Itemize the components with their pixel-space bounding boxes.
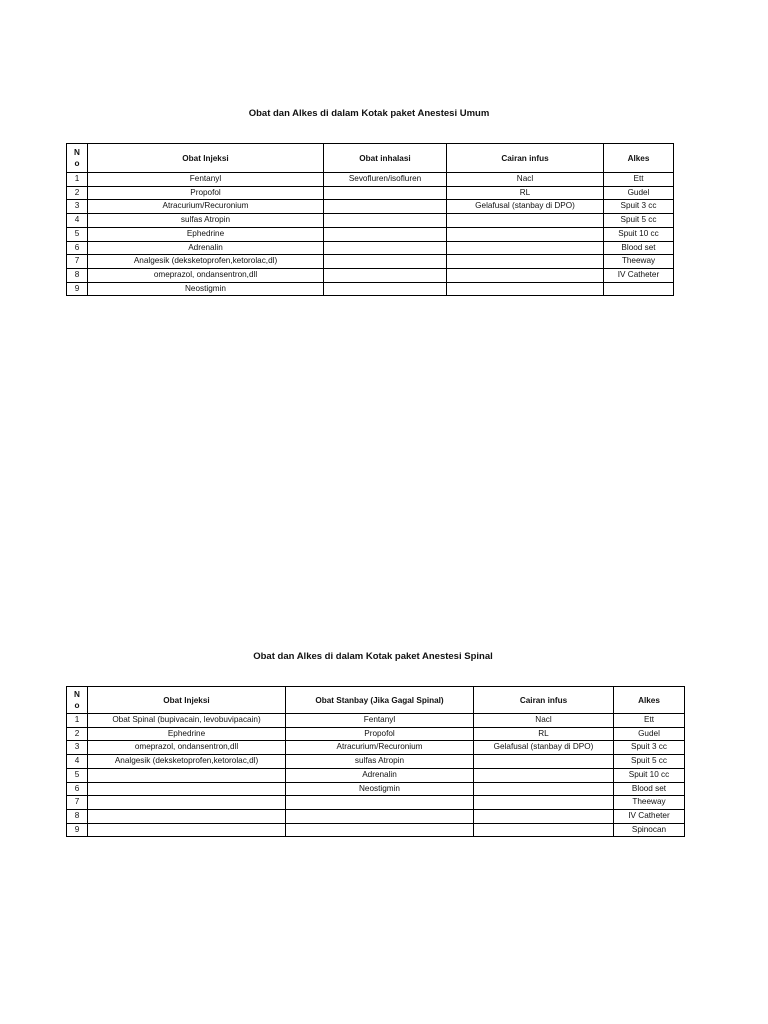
injection-drug-cell: Obat Spinal (bupivacain, levobuvipacain) xyxy=(88,714,286,728)
column-header-obat-injeksi: Obat Injeksi xyxy=(88,687,286,714)
equipment-cell: Theeway xyxy=(614,796,685,810)
column-header-alkes: Alkes xyxy=(614,687,685,714)
injection-drug-cell: Ephedrine xyxy=(88,227,324,241)
row-number: 5 xyxy=(67,227,88,241)
infusion-fluid-cell: Gelafusal (stanbay di DPO) xyxy=(474,741,614,755)
injection-drug-cell: Propofol xyxy=(88,186,324,200)
table-row xyxy=(67,714,685,728)
infusion-fluid-cell: Nacl xyxy=(447,173,604,187)
table-row xyxy=(67,173,674,187)
infusion-fluid-cell: RL xyxy=(474,727,614,741)
column-header-obat-stanbay: Obat Stanbay (Jika Gagal Spinal) xyxy=(286,687,474,714)
column-header-obat-inhalasi: Obat inhalasi xyxy=(324,144,447,173)
column-header-no: N o xyxy=(67,144,88,173)
table-row xyxy=(67,741,685,755)
standby-drug-cell: sulfas Atropin xyxy=(286,755,474,769)
inhalation-drug-cell xyxy=(324,200,447,214)
infusion-fluid-cell xyxy=(474,809,614,823)
inhalation-drug-cell xyxy=(324,282,447,296)
injection-drug-cell: omeprazol, ondansentron,dll xyxy=(88,268,324,282)
injection-drug-cell: Adrenalin xyxy=(88,241,324,255)
inhalation-drug-cell xyxy=(324,268,447,282)
infusion-fluid-cell: Gelafusal (stanbay di DPO) xyxy=(447,200,604,214)
row-number: 3 xyxy=(67,200,88,214)
equipment-cell: Spuit 3 cc xyxy=(614,741,685,755)
table-row xyxy=(67,200,674,214)
row-number: 3 xyxy=(67,741,88,755)
equipment-cell: Ett xyxy=(604,173,674,187)
equipment-cell: IV Catheter xyxy=(604,268,674,282)
row-number: 7 xyxy=(67,255,88,269)
row-number: 8 xyxy=(67,809,88,823)
standby-drug-cell xyxy=(286,823,474,837)
table-header-row xyxy=(67,144,674,173)
row-number: 1 xyxy=(67,714,88,728)
equipment-cell: Spinocan xyxy=(614,823,685,837)
row-number: 1 xyxy=(67,173,88,187)
table-row xyxy=(67,268,674,282)
inhalation-drug-cell xyxy=(324,255,447,269)
table-row xyxy=(67,796,685,810)
equipment-cell xyxy=(604,282,674,296)
standby-drug-cell xyxy=(286,796,474,810)
table-header-row xyxy=(67,687,685,714)
equipment-cell: Gudel xyxy=(604,186,674,200)
equipment-cell: Spuit 10 cc xyxy=(604,227,674,241)
table-row xyxy=(67,282,674,296)
inhalation-drug-cell xyxy=(324,214,447,228)
row-number: 4 xyxy=(67,214,88,228)
injection-drug-cell: Atracurium/Recuronium xyxy=(88,200,324,214)
column-header-no: N o xyxy=(67,687,88,714)
column-header-obat-injeksi: Obat Injeksi xyxy=(88,144,324,173)
row-number: 4 xyxy=(67,755,88,769)
injection-drug-cell xyxy=(88,796,286,810)
infusion-fluid-cell: Nacl xyxy=(474,714,614,728)
standby-drug-cell: Atracurium/Recuronium xyxy=(286,741,474,755)
infusion-fluid-cell xyxy=(447,268,604,282)
equipment-cell: Spuit 5 cc xyxy=(614,755,685,769)
row-number: 6 xyxy=(67,241,88,255)
standby-drug-cell xyxy=(286,809,474,823)
injection-drug-cell: Fentanyl xyxy=(88,173,324,187)
table-row xyxy=(67,755,685,769)
inhalation-drug-cell: Sevofluren/isofluren xyxy=(324,173,447,187)
infusion-fluid-cell: RL xyxy=(447,186,604,200)
table-row xyxy=(67,214,674,228)
equipment-cell: Blood set xyxy=(614,782,685,796)
inhalation-drug-cell xyxy=(324,186,447,200)
row-number: 2 xyxy=(67,727,88,741)
infusion-fluid-cell xyxy=(474,755,614,769)
column-header-cairan-infus: Cairan infus xyxy=(447,144,604,173)
table-row xyxy=(67,809,685,823)
infusion-fluid-cell xyxy=(474,796,614,810)
infusion-fluid-cell xyxy=(474,768,614,782)
equipment-cell: Theeway xyxy=(604,255,674,269)
row-number: 5 xyxy=(67,768,88,782)
row-number: 9 xyxy=(67,282,88,296)
injection-drug-cell xyxy=(88,768,286,782)
equipment-cell: Blood set xyxy=(604,241,674,255)
table-row xyxy=(67,255,674,269)
equipment-cell: Spuit 10 cc xyxy=(614,768,685,782)
injection-drug-cell: Ephedrine xyxy=(88,727,286,741)
table-row xyxy=(67,241,674,255)
injection-drug-cell xyxy=(88,809,286,823)
table-row xyxy=(67,823,685,837)
table-row xyxy=(67,727,685,741)
spinal-anesthesia-title: Obat dan Alkes di dalam Kotak paket Anestesi Spinal xyxy=(253,651,493,662)
row-number: 9 xyxy=(67,823,88,837)
table-row xyxy=(67,227,674,241)
equipment-cell: Ett xyxy=(614,714,685,728)
general-anesthesia-table xyxy=(66,143,674,296)
row-number: 6 xyxy=(67,782,88,796)
injection-drug-cell xyxy=(88,782,286,796)
spinal-anesthesia-table xyxy=(66,686,685,837)
injection-drug-cell: omeprazol, ondansentron,dll xyxy=(88,741,286,755)
table-row xyxy=(67,768,685,782)
injection-drug-cell: Analgesik (deksketoprofen,ketorolac,dl) xyxy=(88,255,324,269)
equipment-cell: Gudel xyxy=(614,727,685,741)
standby-drug-cell: Neostigmin xyxy=(286,782,474,796)
equipment-cell: Spuit 3 cc xyxy=(604,200,674,214)
standby-drug-cell: Fentanyl xyxy=(286,714,474,728)
injection-drug-cell: Analgesik (deksketoprofen,ketorolac,dl) xyxy=(88,755,286,769)
equipment-cell: IV Catheter xyxy=(614,809,685,823)
injection-drug-cell: Neostigmin xyxy=(88,282,324,296)
column-header-cairan-infus: Cairan infus xyxy=(474,687,614,714)
infusion-fluid-cell xyxy=(447,214,604,228)
row-number: 8 xyxy=(67,268,88,282)
inhalation-drug-cell xyxy=(324,241,447,255)
infusion-fluid-cell xyxy=(474,823,614,837)
infusion-fluid-cell xyxy=(447,227,604,241)
row-number: 7 xyxy=(67,796,88,810)
column-header-alkes: Alkes xyxy=(604,144,674,173)
equipment-cell: Spuit 5 cc xyxy=(604,214,674,228)
inhalation-drug-cell xyxy=(324,227,447,241)
table-row xyxy=(67,782,685,796)
infusion-fluid-cell xyxy=(474,782,614,796)
infusion-fluid-cell xyxy=(447,282,604,296)
standby-drug-cell: Propofol xyxy=(286,727,474,741)
infusion-fluid-cell xyxy=(447,241,604,255)
injection-drug-cell xyxy=(88,823,286,837)
injection-drug-cell: sulfas Atropin xyxy=(88,214,324,228)
table-row xyxy=(67,186,674,200)
infusion-fluid-cell xyxy=(447,255,604,269)
general-anesthesia-title: Obat dan Alkes di dalam Kotak paket Anestesi Umum xyxy=(248,108,490,119)
row-number: 2 xyxy=(67,186,88,200)
standby-drug-cell: Adrenalin xyxy=(286,768,474,782)
